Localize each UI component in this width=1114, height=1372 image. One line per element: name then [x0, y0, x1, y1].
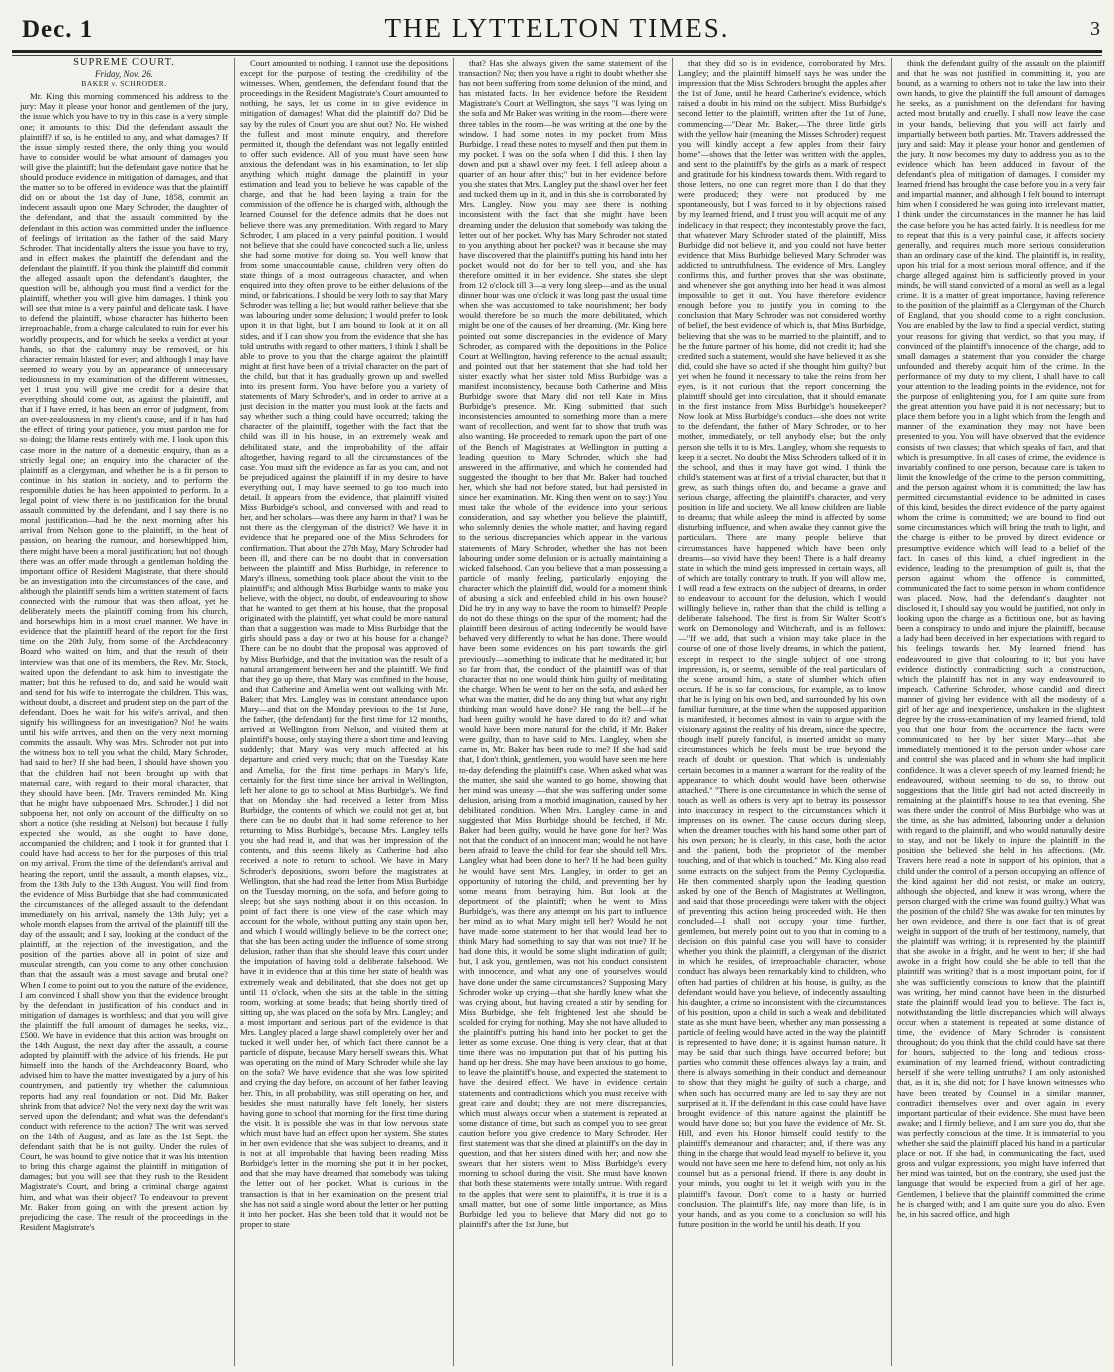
- case-title: BAKER v. SCHRODER.: [81, 79, 167, 89]
- column-divider: [891, 58, 892, 1366]
- column-text: Mr. King this morning commenced his address to the jury: May it please your honor and gentlemen of the jury, the issue which you have to try in this case is a very simple one; it amounts to this: Did the defendant assault the plaintiff? if so, is he entitled to any, and what damages? If the issue simply rested there, the only thing you would have to consider would be what amount of damages you will give the plaintiff; but the defendant gave notice that he should produce evidence in mitigation of damages, and that the matter so to be offered in evidence was that the plaintiff did on or about the 1st day of June, 1858, commit an indecent assault upon one Mary Schroder, the daughter of the defendant, and that the assault committed by the defendant in this action was committed under the influence of feelings of irritation as the father of the said Mary Schroder. That incidentally alters the issue you have to try, and in effect makes the plaintiff the defendant and the defendant the plaintiff. If you think the plaintiff did commit the alleged assault upon the defendant's daughter, the question will be, although you must find a verdict for the plaintiff, whether you will give him damages. I think you will see that mine is a very painful and delicate task. I have to defend the plaintiff, whose character has hitherto been irreproachable, from a charge calculated to ruin for ever his worldly prospects, and for which he seeks a verdict at your hands, so that the calumny may be removed, or his character remain blasted for ever; and although I may have seemed to weary you by an appearance of unnecessary tediousness in my examination of the different witnesses, yet I trust you will give me credit for a desire that everything should come out, as against the plaintiff, and that if I have erred, it has been an error of judgment, from an over-zealousness in my client's cause, and if it has had the effect of tiring your patience, you must pardon me for so doing; the blame rests entirely with me. I look upon this case more in the nature of a domestic enquiry, than as a strictly legal one; an enquiry into the character of the plaintiff as a clergyman, and whether he is a fit person to continue in his station in society, and to perform the responsible duties he has been appointed to perform. In a legal point of view there is no justification for the brutal assault committed by the defendant, and I say there is no moral justification—had he the next morning after his arrival from Nelson gone to the plaintiff, in the heat of passion, on hearing the rumour, and horsewhipped him, there might have been a moral justification; but no! though there was an offer made through a gentleman holding the important office of Resident Magistrate, that there should be an investigation into the circumstances of the case, and although the plaintiff sends him a written statement of facts connected with the rumour that was then afloat, yet he deliberately meets the plaintiff coming from his church, and horsewhips him in a most cruel manner. We have in evidence that the plaintiff heard of the report for the first time on the 20th July, from some of the Archdeaconry Board who waited on him, and that the result of their interview was that one of its members, the Rev. Mr. Stock, waited upon the defendant to ask him to investigate the matter; but this he refused to do, and said he would wait and send for his wife to interrogate the children. This was, without doubt, a discreet and prudent step on the part of the defendant. Does he wait for his wife's arrival, and then signify his willingness for an investigation? No! he waits until his wife arrives, and then on the very next morning commits the assault. Why was Mrs. Schroder not put into the witness box to tell you what the child, Mary Schroder, had said to her? If she had been, I should have shown you that the children had not been brought up with that maternal care, with regard to their moral character, that they should have been. [Mr. Travers reminded Mr. King that he might have subpoenaed Mrs. Schroder.] I did not subpoena her, not only on account of the difficulty on so short a notice (she residing at Nelson) but because I fully expected she would, as she ought to have done, accompanied the children; and I took it for granted that I could have had access to her for the purposes of this trial on my arrival. From the time of the defendant's arrival and hearing the report, until the assault, a month elapses, viz., from the 13th July to the 13th August. You will find from the evidence of Miss Burbidge that she had communicated the circumstances of the alleged assault to the defendant immediately on his arrival, namely the 13th July; yet a whole month elapses from the arrival of the plaintiff till the day of the assault; and I say, looking at the conduct of the plaintiff, at the rejection of the investigation, and the position of the parties above all in point of size and muscular strength, can you come to any other conclusion than that the assault was a most savage and brutal one? When I come to point out to you the nature of the evidence, I am convinced I shall show you that the evidence brought by the defendant in justification of his conduct and in mitigation of damages is worthless; and that you will give the plaintiff the full amount of damages he seeks, viz., £500. We have in evidence that this action was brought on the 14th August, the next day after the assault, a course adopted by plaintiff with the advice of his friends. He put himself into the hands of the Archdeaconry Board, who advised him to have the matter investigated by a jury of his countrymen, and patiently try whether the calumnious reports had any real foundation or not. Did Mr. Baker shrink from that advice? No! the very next day the writ was served upon the defendant; and what was the defendant's conduct with reference to the action? The writ was served on the 14th of August, and as late as the 1st Sept. the defendant saith that he is not guilty. Under the rules of Court, he was bound to give notice that it was his intention to bring this charge against the plaintiff in mitigation of damages; but you will see that they rush to the Resident Magistrate's Court, and bring a criminal charge against him, and what was their object? To endeavour to prevent Mr. Baker from going on with the present action by prejudicing the case. The result of the proceedings in the Resident Magistrate's: [20, 91, 228, 1232]
- column-4: [678, 58, 886, 1366]
- column-5: [897, 58, 1105, 1366]
- column-text: Court amounted to nothing. I cannot use the depositions except for the purpose of testing the credibility of the witnesses. When, gentlemen, the defendant found that the proceedings in the Resident Magistrate's Court amounted to nothing, he says, let us come in to give evidence in mitigation of damages! What did the plaintiff do? Did he say by the rules of Court you are shut out? No. He wished the fullest and most minute enquiry, and therefore permitted it, though the defendant was not legally entitled to offer such evidence. All of you must have seen how anxious the defendant was in his examination, to let slip anything which might damage the plaintiff in your estimation and lead you to believe he was capable of the charge, and that he had been laying a train for the commission of the offence he is charged with, although the learned Counsel for the defence admits that he does not believe there was any premeditation. With regard to Mary Schroder, I am placed in a very painful position. I would not believe that she could have concocted such a lie, unless she had some motive for doing so. You well know that from some unaccountable cause, children very often do state things of a most outrageous character, and when enquired into they often prove to be either delusions of the mind, or fabrications. I should be very loth to say that Mary Schroder was telling a lie; but would rather believe that she was labouring under some delusion; I would prefer to look upon it in that light, but I am bound to look at it on all sides, and if I can show you from the evidence that she has told untruths with regard to other matters, I think I shall be able to prove to you that the charge against the plaintiff might at first have been of a trivial character on the part of the child, but that it has gradually grown up and swelled into its present form. You have before you a variety of statements of Mary Schroder's, and in order to arrive at a just decision in the matter you must look at the facts and say whether such a thing could have occurred; taking the character of the plaintiff, together with the fact that the child was ill in his house, in an extremely weak and debilitated state, and the improbability of the affair altogether, having regard to all the circumstances of the case. You must sift the evidence as far as you can, and not be prejudiced against the plaintiff if in my desire to have everything out, I may have seemed to go too much into detail. It appears from the evidence, that plaintiff visited Miss Burbidge's school, and conversed with and read to her, and her scholars—was there any harm in that? I was he not there as the clergyman of the district? We have it in evidence that he prepared one of the Miss Schroders for confirmation. That about the 27th May, Mary Schroder had been ill, and there can be no doubt that in conversation between the plaintiff and Miss Burbidge, in reference to Mary's illness, something took place about the visit to the plaintiff's; and although Miss Burbidge wants to make you believe, with the object, no doubt, of endeavouring to show that he wanted to get them at his house, that the proposal originated with the plaintiff, yet what could be more natural than that a suggestion was made to Miss Burbidge that the girls should pass a day or two at his house for a change? There can be no doubt that the proposal was approved of by Miss Burbidge, and that the invitation was the result of a natural arrangement between her and the plaintiff. We find that they go up there, that Mary was confined to the house, and that Catherine and Amelia went out walking with Mr. Baker; that Mrs. Langley was in constant attendance upon Mary—and that on the Monday previous to the 1st June, the father, (the defendant) for the first time for 12 months, arrived at Wellington from Nelson, and visited them at plaintiff's house, only staying there a short time and leaving suddenly; that Mary was very much affected at his departure and cried very much; that on the Tuesday Kate and Amelia, for the first time perhaps in Mary's life, certainly for the first time since her arrival in Wellington, left her alone to go to school at Miss Burbidge's. We find that on Monday she had received a letter from Miss Burbidge, the contents of which we could not get at, but there can be no doubt that it had some reference to her returning to Miss Burbidge's, because Mrs. Langley tells you she had read it, and that was her impression of the contents, and this seems likely as Catherine had also received a note to return to school. We have in Mary Schroder's depositions, sworn before the magistrates at Wellington, that she had read the letter from Miss Burbidge on the Tuesday morning, on the sofa, and before going to sleep; but she says nothing about it on this occasion. In point of fact there is one view of the case which may account for the whole, without putting any stain upon her, and which I would willingly believe to be the correct one; that she has been acting under the influence of some strong delusion, rather than that she should leave this court under the imputation of having told a deliberate falsehood. We have it in evidence that at this time her state of health was extremely weak and debilitated, that she does not get up until 11 o'clock, when she sits at the table in the sitting room, working at some beads; that being shortly tired of sitting up, she was placed on the sofa by Mrs. Langley; and a most important and serious part of the evidence is that Mrs. Langley placed a large shawl completely over her and tucked it well under her, of which fact there cannot be a particle of dispute, because Mary herself swears this. What was operating on the mind of Mary Schroder while she lay on the sofa? We have evidence that she was low spirited and crying the day before, on account of her father leaving her. This, in all probability, was still operating on her, and besides she must naturally have felt lonely, her sisters having gone to school that morning for the first time during the visit. It is possible she was in that low nervous state which must have had an effect upon her system. She states in her own evidence that she was subject to dreams, and it is not at all improbable that having been reading Miss Burbidge's letter in the morning she put it in her pocket, and that she may have dreamed that somebody was taking the letter out of her pocket. What is curious in the transaction is that in her examination on the present trial she has not said a single word about the letter or her putting it into her pocket. Has she been told that it would not be proper to state: [240, 58, 448, 1229]
- column-2: [240, 58, 448, 1366]
- column-3: [459, 58, 667, 1366]
- column-divider: [453, 58, 454, 1366]
- column-divider: [234, 58, 235, 1366]
- column-1: [20, 58, 228, 1366]
- column-divider: [672, 58, 673, 1366]
- masthead: [0, 0, 1114, 52]
- masthead-rule-thin: [12, 55, 1102, 56]
- newspaper-title: THE LYTTELTON TIMES.: [384, 13, 730, 43]
- masthead-rule: [12, 50, 1102, 53]
- column-text: that they did so is in evidence, corroborated by Mrs. Langley; and the plaintiff himself says he was under the impression that the Miss Schroders brought the apples after the 1st of June, until he heard Catherine's evidence, which raised a doubt in his mind on the subject. Miss Burbidge's second letter to the plaintiff, written after the 1st of June, commencing—"Dear Mr. Baker,—The three little girls with the yellow hair (meaning the Misses Schroder) request you will kindly accept a few apples from their fairy home"—shows that the letter was written with the apples, and sent to the plaintiff's by the girls as a mark of respect and gratitude for his kindness towards them. With regard to those letters, no one can regret more than I do that they were produced; they were not produced by me spontaneously, but I was forced to it by objections raised by my learned friend, and I trust you will acquit me of any indelicacy in that respect; they incontestably prove the fact, that whatever Mary Schroder stated of the plaintiff, Miss Burbidge did not believe it, and you could not have better evidence that Miss Burbidge believed Mary Schroder was addicted to untruthfulness. The evidence of Mrs. Langley confirms this, and further proves that she was obstinate, and whenever she got anything into her head it was almost impossible to get it out. You have therefore evidence enough before you to justify you in coming to the conclusion that Mary Schroder was not considered worthy of belief, the best evidence of which is, that Miss Burbidge, believing that she was to be married to the plaintiff, and to be the future partner of his home, did not credit it; had she credited such a statement, would she have believed it as she did, could she have so acted if she thought him guilty? but yet when he found it necessary to take the reins from her eyes, is it not curious that the report concerning the plaintiff should get into circulation, that it should emanate in the first instance from Miss Burbidge's housekeeper? Now look at Miss Burbidge's conduct—she does not write to the defendant, the father of Mary Schroder, or to her mother, immediately, or tell anybody else; but the only person she tells it to is Mrs. Langley, whom she requests to keep it a secret. No doubt the Miss Schroders talked of it in the school, and thus it may have got wind. I think the child's statement was at first of a trivial character, but that it grew, as such things often do, and became a grave and serious charge, affecting the plaintiff's character, and very position in life and society. We all know children are liable to dreams; that while asleep the mind is affected by some disturbing influence, and when awake they cannot give the particulars. There are many people believe that circumstances have happened which have been only dreams—so vivid have they been! There is a half dreamy state in which the mind gets impressed in certain ways, all of which are totally contrary to truth. If you will allow me, I will read a few extracts on the subject of dreams, in order to endeavour to account for the delusion, which I would willingly believe in, rather than that the child is telling a deliberate falsehood. The first is from Sir Walter Scott's work on Demonology and Witchcraft, and is as follows:—"If we add, that such a vision may take place in the course of one of those lively dreams, in which the patient, except in respect to the single subject of one strong impression, is, or seems, sensible of the real particulars of the scene around him, a state of slumber which often occurs. If he is so far conscious, for example, as to know that he is lying on his own bed, and surrounded by his own familiar furniture, at the time when the supposed apparition is manifested, it becomes almost in vain to argue with the visionary against the reality of his dream, since the spectre, though itself purely fanciful, is inserted amidst so many circumstances which he feels must be true beyond the reach of doubt or question. That which is undeniably certain becomes in a manner a warrant for the reality of the appearance to which doubt would have been otherwise attached." "There is one circumstance in which the sense of touch as well as others is very apt to betray its possessor into inaccuracy in respect to the circumstances which it impresses on its owner. The cause occurs during sleep, when the dreamer touches with his hand some other part of his own person; he is clearly, in this case, both the actor and the patient, both the proprietor of the member touching, and of that which is touched." Mr. King also read some extracts on the subject from the Penny Cyclopædia. He then commented sharply upon the leading question asked by one of the Bench of Magistrates at Wellington, and said that those proceedings were taken with the object of preventing this action being proceeded with. He then concluded—I shall not occupy your time further, gentlemen, but merely point out to you that in coming to a decision on this painful case you will have to consider whether you think the plaintiff, a clergyman of the district in which he resides, of irreproachable character, whose conduct has always been remarkably kind to children, who often had parties of children at his house, is guilty, as the defendant would have you believe, of indecently assaulting his daughter, a crime so inconsistent with the circumstances of his position, upon a child in such a weak and debilitated state as she must have been, whether any man possessing a particle of feeling would have acted in the way the plaintiff is represented to have done; it is against human nature. It may be said that such things have occurred before; but parties who commit these offences always lay a train, and there is always something in their conduct and demeanour to show that they might be guilty of such a charge, and when such has occurred many are led to say they are not surprised at it. If the defendant in this case could have have brought evidence of this nature against the plaintiff he would have done so; but you have the evidence of Mr. St. Hill, and even his Honor himself could testify to the plaintiff's demeanour and character; and, if there was any thing in the charge that would lead myself to believe it, you would not have seen me here to defend him, not only as his counsel but as a personal friend. If there is any doubt in your minds, you ought to let it weigh with you in the plaintiff's favour. Don't come to a hasty or hurried conclusion. The plaintiff's life, nay more than life, is in your hands, and as you come to a conclusion so will his future position in the world be until his death. If you: [678, 58, 886, 1229]
- column-text: that? Has she always given the same statement of the transaction? No; then you have a right to doubt whether she has not been suffering from some delusion of the mind, and has mistated facts. In her evidence before the Resident Magistrate's Court at Wellington, she says "I was lying on the sofa and Mr Baker was writing in the room—there were three tables in the room—he was writing at the one by the window. I had some notes in my pocket from Miss Burbidge. I read these notes to myself and then put them in my pocket. I was on the sofa when I did this. I then lay down and put a shawl over my feet. I fell asleep about a quarter of an hour after this;" but in her evidence before you she states that Mrs. Langley put the shawl over her feet and tucked them up in it, and in this she is corroborated by Mrs. Langley. Now you may see there is nothing inconsistent with the fact that she might have been dreaming under the delusion that somebody was taking the letter out of her pocket. Why has Mary Schroder not stated to you anything about her pocket? was it because she may have discovered that the plaintiff's putting his hand into her pocket would not do for her to tell you, and she has therefore omitted it in her evidence. She states she slept from 12 o'clock till 3—a very long sleep—and as the usual dinner hour was one o'clock it was long past the usual time when she was accustomed to take nourishment; her body would therefore be so much the more debilitated, which might be one of the causes of her dreaming. (Mr. King here pointed out some discrepancies in the evidence of Mary Schroder, as compared with the depositions in the Police Court at Wellington, having reference to the actual assault; and pointed out that her statement that she had told her sister exactly what her sister told Miss Burbidge was a manifest inconsistency, because both Catherine and Miss Burbidge swore that Mary did not tell Kate in Miss Burbidge's presence. Mr. King submitted that such inconsistencies amounted to something more than a mere want of recollection, and went far to show that truth was also wanting. He proceeded to remark upon the part of one of the Bench of Magistrates at Wellington in putting a leading question to Mary Schroder, which she had answered in the affirmative, and which he contended had suggested the thought to her that Mr. Baker had touched her, which she had not before stated, but had persisted in since her examination. Mr. King then went on to say:) You must take the whole of the evidence into your serious consideration, and say whether you believe the plaintiff, who solemnly denies the whole matter, and having regard to the serious discrepancies which appear in the various statements of Mary Schroder, whether she has not been labouring under some delusion or is actually maintaining a wicked falsehood. Can you believe that a man possessing a particle of manly feeling, particularly enjoying the character which the plaintiff did, would for a moment think of abusing a sick and enfeebled child in his own house? Did he try in any way to have the room to himself? People do not do these things on the spur of the moment; had the plaintiff been desirous of acting indecently he would have behaved very differently to what he has done. There would have been some evidences on his part towards the girl previously—something to indicate that he meditated it; but so far from that, the conduct of the plaintiff was of that character that no one would think him guilty of meditating the charge. When he went to her on the sofa, and asked her what was the matter, did he do any thing but what any right thinking man would have done? He rang the bell—if he had been guilty would he have dared to do it? and what would have been more natural for the child, if Mr. Baker were guilty, than to have said to Mrs. Langley, when she came in, Mr. Baker has been rude to me? If she had said that, I don't think, gentlemen, you would have seen me here to-day defending the plaintiff's case. When asked what was the matter, she said she wanted to go home, showing that her mind was uneasy —that she was suffering under some delusion, arising from a morbid imagination, caused by her debilitated condition. When Mrs. Langley came in and suggested that Miss Burbidge should be fetched, if Mr. Baker had been guilty, would he have gone for her? Was not that the conduct of an innocent man; would he not have been afraid to leave the child for fear she should tell Mrs. Langley what had been done to her? If he had been guilty he would have sent Mrs. Langley, in order to get an opportunity of tutoring the child, and preventing her by some means from betraying him. But look at the deportment of the plaintiff; when he went to Miss Burbidge's, was there any attempt on his part to influence her mind as to what Mary might tell her? Would he not have made some statement to her that would lead her to think Mary had something to say that was not true? If he had done this, it would be some slight indication of guilt; but, I ask you, gentlemen, was not his conduct consistent with innocence, and what any one of yourselves would have done under the same circumstances? Supposing Mary Schroder woke up crying—that she hardly knew what she was crying about, but having created a stir by sending for Miss Burbidge, she felt frightened lest she should be scolded for crying for nothing. May she not have alluded to the plaintiff's putting his hand into her pocket to get the letter as some excuse. One thing is very clear, that at that time there was no imputation put that of his putting his hand up her dress. She may have been anxious to go home, to leave the plaintiff's house, and expected the statement to have the desired effect. We have in evidence certain statements and contradictions which you must receive with great care and doubt; they are not mere discrepancies, which must always occur when a statement is repeated at some distance of time, but such as compel you to see great caution before you give credence to Mary Schroder. Her first statement was that she dined at plaintiff's on the day in question, and that her sisters dined with her; and now she swears that her sisters went to Miss Burbidge's every morning to school during the visit. She must have known that both these statements were totally untrue. With regard to the apples that were sent to plaintiff's, it is true it is a small matter, but one of some little importance, as Miss Burbidge led you to believe that Mary did not go to plaintiff's after the 1st June, but: [459, 58, 667, 1229]
- column-text: think the defendant guilty of the assault on the plaintiff and that he was not justified in committing it, you are bound, as a warning to others not to take the law into their own hands, to give the plaintiff the full amount of damages he seeks, as a punishment on the defendant for having acted most brutally and cruelly. I shall now leave the case in your hands, believing that you will act fairly and impartially between both parties. Mr. Travers addressed the jury and said: May it please your honor and gentlemen of the jury. It now becomes my duty to address you as to the evidence which has been adduced in favour of the defendant's plea of mitigation of damages. I consider my learned friend has brought the case before you in a very fair and impartial manner, and although I felt bound to interrupt him when I considered he was going into irrelevant matter, I think under the circumstances in the manner he has laid the case before you he has acted fairly. It is needless for me to repeat that this is a very painful case, it affects society generally, and requires much more serious consideration than an ordinary case of the kind. The plaintiff is, in reality, upon his trial for a most serious moral offence, and if the charge alleged against him is sufficiently proved in your minds, he will stand convicted of a moral as well as a legal crime. It is a matter of great importance, having reference to the position of the plaintiff as a Clergyman of the Church of England, that you should come to a right conclusion. You are enabled by the law to find a special verdict, stating your reasons for giving that verdict, so that you may, if convinced of the plaintiff's innocence of the charge, add to small damages a statement that you consider the charge unfounded and thereby acquit him of the crime. In the performance of my duty to my client, I shall have to call your attention to the leading points in the evidence, not for the purpose of enlightening you, for I am quite sure from the great attention you have paid it is not necessary; but to place them before you in a light which from the length and manner of the examination they may not have been presented to you. You will have observed that the evidence consists of two classes; that which speaks of fact, and that which is presumptive. In all cases of crime, the evidence is invariably confined to one person, because care is taken to limit the knowledge of the crime to the person committing, and the person against whom it is committed; the law has permitted circumstantial evidence to be admitted in cases of this kind, besides the direct evidence of the party against whom the crime is committed; we are bound to find out some circumstances which will bring the truth to light, and the charge is either to be proved by direct evidence or presumptive evidence which will lead to a belief of the fact. In cases of this kind, a chief ingredient in the evidence, leading to the presumption of guilt is, that the person against whom the offence is committed, communicated the fact to some person in whom confidence was placed. Now, had the defendant's daughter not disclosed it, I should say you would be justified, not only in looking upon the charge as a fictitious one, but as having been a conspiracy to undo and injure the plaintiff, because a lady had been deceived in her expectations with regard to his feelings towards her. My learned friend has endeavoured to give that colouring to it; but you have evidence distinctly contradicting such a construction, which the plaintiff has not in any way endeavoured to impeach. Catherine Schroder, whose candid and direct manner of giving her evidence with all the modesty of a girl of her age and inexperience, unshaken in the slightest degree by the cross-examination of my learned friend, told you that one hour from the occurrence the facts were communicated to her by her sister Mary—that she immediately mentioned it to the person under whose care and control she was placed and in whom she had implicit confidence. It was a clever speech of my learned friend; he endeavoured, without seeming to do so, to throw out suggestions that the little girl had not acted discreetly in remaining at the plaintiff's house to tea that evening. She was there under the control of Miss Burbidge who was at the time, as she has admitted, labouring under a delusion with regard to the plaintiff, and who would naturally desire to stay, and not be likely to injure the plaintiff in the position she believed she held in his affections. (Mr. Travers here read a note in support of his opinion, that a child under the control of a person occupying an offence of the kind against her did not resist, or make an outcry, although she objected, and knew it was wrong, where the person charged with the crime was found guilty.) What was the position of the child? She was awake for ten minutes by her own evidence, and there is one fact that is of great weight in support of the truth of her testimony, namely, that the plaintiff was writing; it is represented by the plaintiff that she awoke in a fright, and he went to her; if she had awoke in a fright how could she be able to tell that the plaintiff was writing? that is a most important point, for if she was sufficiently conscious to know that the plaintiff was writing, her mind cannot have been in the disturbed state the plaintiff would lead you to believe. The fact is, notwithstanding the little discrepancies which will always occur when a statement is repeated at some distance of time, the evidence of Mary Schroder is consistent throughout; do you think that the child could have sat there for hours, subjected to the long and tedious cross-examination of my learned friend, without contradicting herself if she were telling untruths? I am only astonished that, as it is, she did not; for I have known witnesses who have been treated by Counsel in a similar manner, contradict themselves over and over again in every important particular of their evidence. She must have been awake; and I firmly believe, and I am sure you do, that she was perfectly conscious at the time. It is immaterial to you whether she said the plaintiff placed his hand in a particular place or not. If she had, in communicating the fact, used gross and vulgar expressions, you might have inferred that her mind was tainted, but on the contrary, she used just the language that would be expected from a girl of her age. Gentlemen, I believe that the plaintiff committed the crime he is charged with; and I am quite sure you do also. Even he, in his sacred office, and high: [897, 58, 1105, 1219]
- article-date: Friday, Nov. 26.: [94, 69, 154, 80]
- page-number: 3: [1090, 18, 1100, 40]
- issue-date: Dec. 1: [22, 16, 94, 43]
- article-heading: SUPREME COURT.: [73, 58, 175, 68]
